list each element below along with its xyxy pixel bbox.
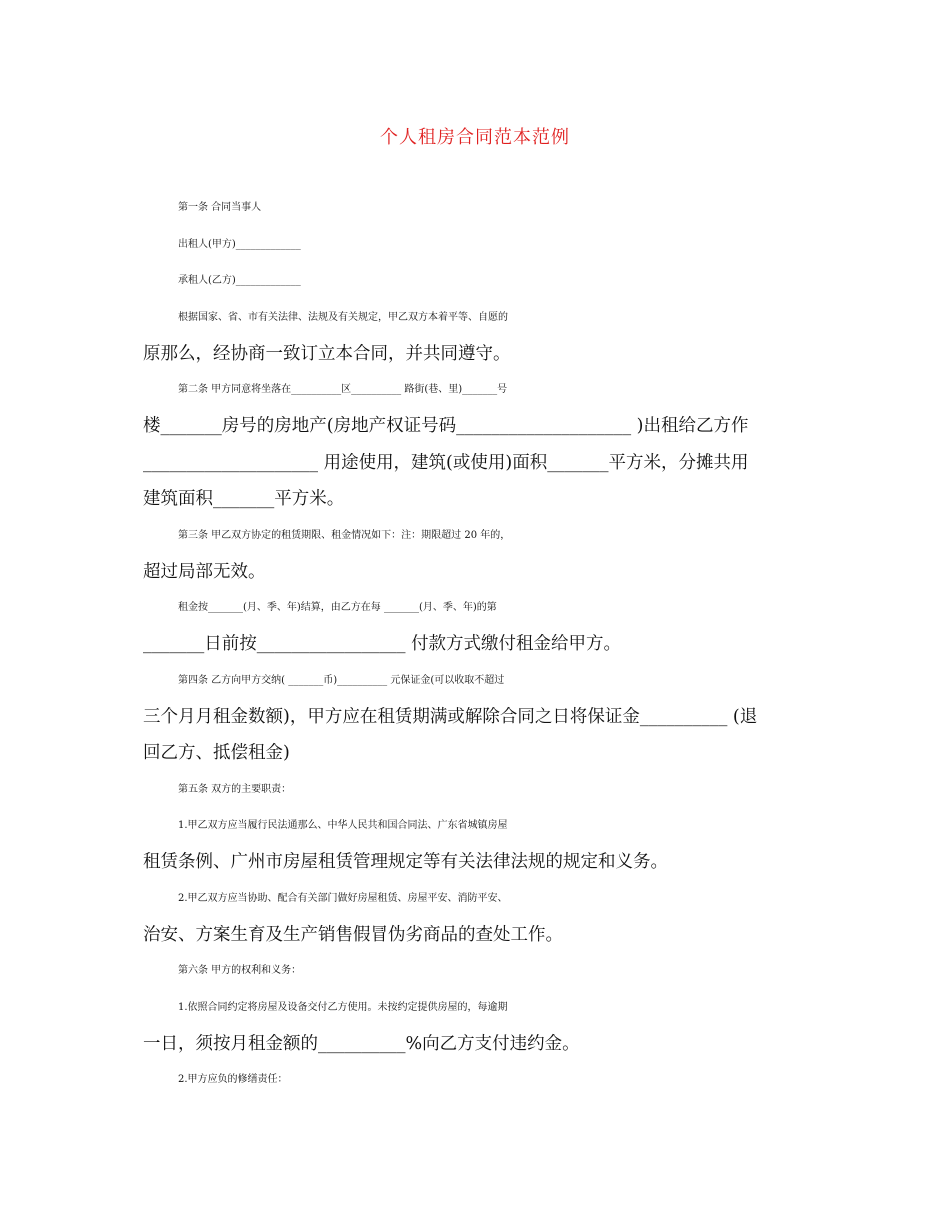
text-line: 租赁条例、广州市房屋租赁管理规定等有关法律法规的规定和义务。: [143, 852, 668, 872]
text-line: 出租人(甲方)_____________: [178, 239, 301, 250]
text-line: _______日前按_________________ 付款方式缴付租金给甲方。: [143, 634, 622, 654]
document-title: 个人租房合同范本范例: [380, 127, 570, 148]
text-line: 原那么，经协商一致订立本合同，并共同遵守。: [143, 344, 511, 364]
text-line: 第四条 乙方向甲方交纳( _______币)__________ 元保证金(可以收取不超过: [178, 675, 505, 686]
text-line: 2.甲乙双方应当协助、配合有关部门做好房屋租赁、房屋平安、消防平安、: [178, 893, 508, 904]
text-line: 根据国家、省、市有关法律、法规及有关规定，甲乙双方本着平等、自愿的: [178, 312, 508, 323]
text-line: 2.甲方应负的修缮责任：: [178, 1074, 288, 1085]
text-line: 第一条 合同当事人: [178, 202, 262, 213]
text-line: 第六条 甲方的权利和义务：: [178, 965, 302, 976]
text-line: 楼_______房号的房地产(房地产权证号码____________________ )出租给乙方作: [143, 416, 749, 436]
text-line: 第五条 双方的主要职责：: [178, 784, 292, 795]
text-line: 三个月月租金数额)，甲方应在租赁期满或解除合同之日将保证金__________ (退: [143, 707, 758, 727]
text-line: 建筑面积_______平方米。: [143, 489, 345, 509]
text-line: 第二条 甲方同意将坐落在__________区__________ 路街(巷、里)_______号: [178, 384, 508, 395]
text-line: 租金按_______(月、季、年)结算，由乙方在每 _______(月、季、年)的第: [178, 602, 497, 613]
text-line: 回乙方、抵偿租金): [143, 743, 290, 763]
text-line: 超过局部无效。: [143, 562, 266, 582]
text-line: ____________________ 用途使用，建筑(或使用)面积_______平方米，分摊共用: [143, 453, 749, 473]
text-line: 治安、方案生育及生产销售假冒伪劣商品的查处工作。: [143, 925, 563, 945]
text-line: 一日，须按月租金额的__________%向乙方支付违约金。: [143, 1034, 580, 1054]
text-line: 1.甲乙双方应当履行民法通那么、中华人民共和国合同法、广东省城镇房屋: [178, 820, 508, 831]
text-line: 承租人(乙方)_____________: [178, 275, 301, 286]
text-line: 第三条 甲乙双方协定的租赁期限、租金情况如下：注：期限超过 20 年的，: [178, 530, 511, 541]
text-line: 1.依照合同约定将房屋及设备交付乙方使用。未按约定提供房屋的，每逾期: [178, 1002, 508, 1013]
